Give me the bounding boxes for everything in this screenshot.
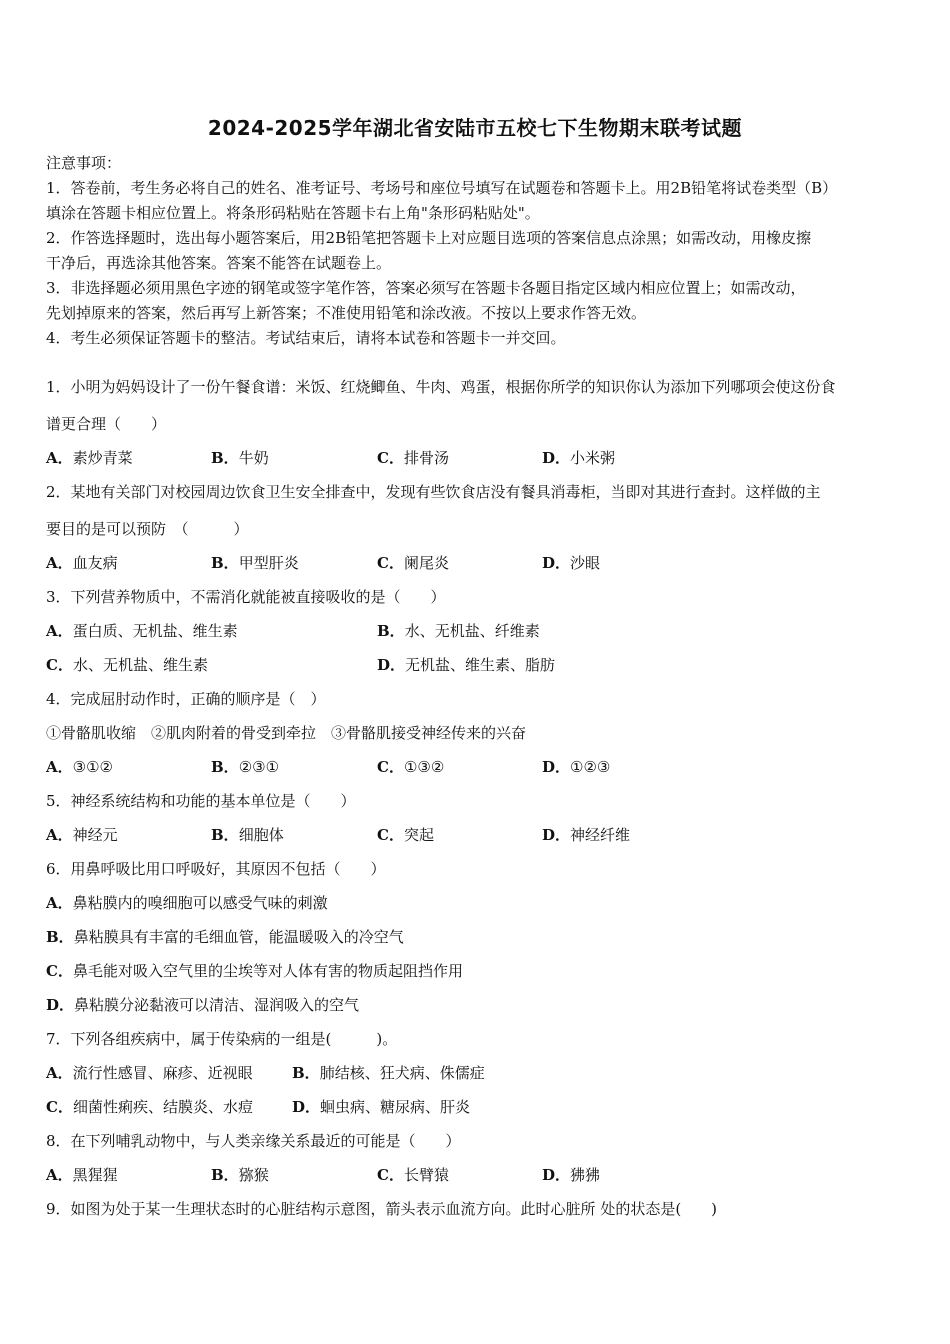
question-6-option-d: D．鼻粘膜分泌黏液可以清洁、湿润吸入的空气 [46,996,360,1014]
question-4-option-c: C．①③② [377,758,445,776]
notice-line: 2．作答选择题时，选出每小题答案后，用2B铅笔把答题卡上对应题目选项的答案信息点涂黑；如需改动，用橡皮擦 [46,229,812,247]
question-2-option-b: B．甲型肝炎 [211,554,299,572]
question-7-option-c: C．细菌性痢疾、结膜炎、水痘 [46,1098,253,1116]
notice-line: 先划掉原来的答案，然后再写上新答案；不准使用铅笔和涂改液。不按以上要求作答无效。 [46,304,647,322]
question-2-option-a: A．血友病 [46,554,118,572]
notice-heading: 注意事项： [46,154,122,172]
question-4-option-a: A．③①② [46,758,113,776]
question-4-stem: ①骨骼肌收缩 ②肌肉附着的骨受到牵拉 ③骨骼肌接受神经传来的兴奋 [46,724,527,742]
question-5-option-b: B．细胞体 [211,826,284,844]
question-1-stem: 谱更合理（ ） [46,415,167,433]
notice-line: 填涂在答题卡相应位置上。将条形码粘贴在答题卡右上角"条形码粘贴处"。 [46,204,540,222]
question-5-option-a: A．神经元 [46,826,118,844]
page-title: 2024-2025学年湖北省安陆市五校七下生物期末联考试题 [207,116,743,140]
question-5-option-d: D．神经纤维 [542,826,631,844]
notice-line: 4．考生必须保证答题卡的整洁。考试结束后，请将本试卷和答题卡一并交回。 [46,329,566,347]
question-4-option-b: B．②③① [211,758,280,776]
question-6-stem: 6．用鼻呼吸比用口呼吸好，其原因不包括（ ） [46,860,386,878]
question-2-stem: 要目的是可以预防 （ ） [46,520,249,538]
question-3-option-a: A．蛋白质、无机盐、维生素 [46,622,238,640]
question-7-option-d: D．蛔虫病、糖尿病、肝炎 [292,1098,471,1116]
question-3-option-b: B．水、无机盐、纤维素 [377,622,540,640]
notice-line: 3．非选择题必须用黑色字迹的钢笔或签字笔作答，答案必须写在答题卡各题目指定区域内相应位置上；如需改动， [46,279,806,297]
question-4-option-d: D．①②③ [542,758,611,776]
question-2-stem: 2．某地有关部门对校园周边饮食卫生安全排查中，发现有些饮食店没有餐具消毒柜，当即对其进行查封。这样做的主 [46,483,821,501]
question-3-stem: 3．下列营养物质中，不需消化就能被直接吸收的是（ ） [46,588,446,606]
question-9-stem: 9．如图为处于某一生理状态时的心脏结构示意图，箭头表示血流方向。此时心脏所 处的状态是( ) [46,1200,718,1218]
question-1-option-c: C．排骨汤 [377,449,449,467]
question-8-stem: 8．在下列哺乳动物中，与人类亲缘关系最近的可能是（ ） [46,1132,461,1150]
question-3-option-c: C．水、无机盐、维生素 [46,656,208,674]
question-5-option-c: C．突起 [377,826,434,844]
question-7-option-b: B．肺结核、狂犬病、侏儒症 [292,1064,485,1082]
question-8-option-a: A．黑猩猩 [46,1166,118,1184]
question-6-option-a: A．鼻粘膜内的嗅细胞可以感受气味的刺激 [46,894,328,912]
notice-line: 1．答卷前，考生务必将自己的姓名、准考证号、考场号和座位号填写在试题卷和答题卡上。用2B铅笔将试卷类型（B） [46,179,838,197]
question-7-option-a: A．流行性感冒、麻疹、近视眼 [46,1064,253,1082]
question-4-stem: 4．完成屈肘动作时，正确的顺序是（ ） [46,690,326,708]
question-1-stem: 1．小明为妈妈设计了一份午餐食谱：米饭、红烧鲫鱼、牛肉、鸡蛋，根据你所学的知识你认为添加下列哪项会使这份食 [46,378,836,396]
question-1-option-a: A．素炒青菜 [46,449,133,467]
question-7-stem: 7．下列各组疾病中，属于传染病的一组是( )。 [46,1030,398,1048]
notice-line: 干净后，再选涂其他答案。答案不能答在试题卷上。 [46,254,392,272]
question-6-option-c: C．鼻毛能对吸入空气里的尘埃等对人体有害的物质起阻挡作用 [46,962,463,980]
question-2-option-c: C．阑尾炎 [377,554,449,572]
question-2-option-d: D．沙眼 [542,554,601,572]
question-6-option-b: B．鼻粘膜具有丰富的毛细血管，能温暖吸入的冷空气 [46,928,404,946]
question-1-option-b: B．牛奶 [211,449,269,467]
question-8-option-c: C．长臂猿 [377,1166,449,1184]
question-8-option-d: D．狒狒 [542,1166,601,1184]
question-3-option-d: D．无机盐、维生素、脂肪 [377,656,556,674]
question-5-stem: 5．神经系统结构和功能的基本单位是（ ） [46,792,356,810]
question-1-option-d: D．小米粥 [542,449,616,467]
question-8-option-b: B．猕猴 [211,1166,269,1184]
